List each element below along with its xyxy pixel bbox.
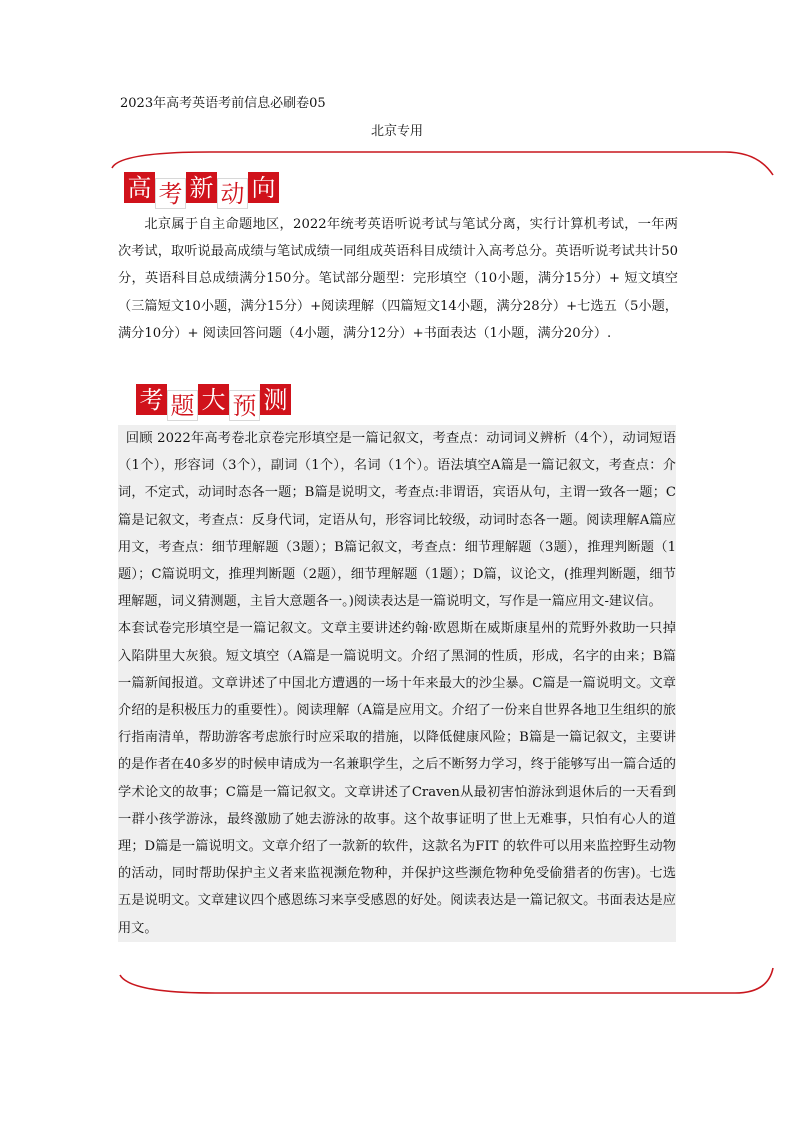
exam-trends-paragraph: 北京属于自主命题地区，2022年统考英语听说考试与笔试分离，实行计算机考试，一年两次考试，取听说最高成绩与笔试成绩一同组成英语科目成绩计入高考总分。英语听说考试共计50分，英语科目总成绩满分150分。笔试部分题型：完形填空（10小题，满分15分）+ 短文填空（三篇短文10小题，满分15分）+阅读理解（四篇短文14小题，满分28分）+七选五（5小题，满分10分）+ 阅读回答问题（4小题，满分12分）+书面表达（1小题，满分20分）. bbox=[118, 217, 678, 341]
document-title: 2023年高考英语考前信息必刷卷05 bbox=[120, 96, 326, 111]
forecast-block bbox=[118, 425, 676, 942]
header-char: 考 bbox=[155, 178, 186, 209]
header-char: 测 bbox=[260, 384, 291, 415]
section-header-forecast bbox=[136, 384, 291, 421]
review-paragraph: 回顾 2022年高考卷北京卷完形填空是一篇记叙文，考查点：动词词义辨析（4个），动词短语（1个），形容词（3个），副词（1个），名词（1个）。语法填空A篇是一篇记叙文，考查点：介词，不定式，动词时态各一题；B篇是说明文，考查点:非谓语，宾语从句，主谓一致各一题；C篇是记叙文，考查点：反身代词，定语从句，形容词比较级，动词时态各一题。阅读理解A篇应用文，考查点：细节理解题（3题）；B篇记叙文，考查点：细节理解题（3题），推理判断题（1题）；C篇说明文，推理判断题（2题），细节理解题（1题）；D篇，议论文，(推理判断题，细节理解题，词义猜测题，主旨大意题各一。)阅读表达是一篇说明文，写作是一篇应用文-建议信。 bbox=[118, 431, 676, 610]
header-char: 新 bbox=[186, 172, 217, 203]
document-subtitle: 北京专用 bbox=[370, 124, 423, 139]
header-char: 考 bbox=[136, 384, 167, 415]
paper-overview-paragraph: 本套试卷完形填空是一篇记叙文。文章主要讲述约翰·欧恩斯在威斯康星州的荒野外救助一只掉入陷阱里大灰狼。短文填空（A篇是一篇说明文。介绍了黑洞的性质，形成，名字的由来；B篇一篇新闻报道。文章讲述了中国北方遭遇的一场十年来最大的沙尘暴。C篇是一篇说明文。文章介绍的是积极压力的重要性）。阅读理解（A篇是应用文。介绍了一份来自世界各地卫生组织的旅行指南清单，帮助游客考虑旅行时应采取的措施，以降低健康风险；B篇是一篇记叙文，主要讲的是作者在40多岁的时候申请成为一名兼职学生，之后不断努力学习，终于能够写出一篇合适的学术论文的故事；C篇是一篇记叙文。文章讲述了Craven从最初害怕游泳到退休后的一天看到一群小孩学游泳，最终激励了她去游泳的故事。这个故事证明了世上无难事，只怕有心人的道理；D篇是一篇说明文。文章介绍了一款新的软件，这款名为FIT 的软件可以用来监控野生动物的活动，同时帮助保护主义者来监视濒危物种，并保护这些濒危物种免受偷猎者的伤害)。七选五是说明文。文章建议四个感恩练习来享受感恩的好处。阅读表达是一篇记叙文。书面表达是应用文。 bbox=[118, 621, 676, 936]
header-char: 向 bbox=[248, 172, 279, 203]
header-char: 大 bbox=[198, 384, 229, 415]
header-char: 题 bbox=[167, 390, 198, 421]
header-char: 预 bbox=[229, 390, 260, 421]
frame-bottom-curve bbox=[120, 968, 773, 993]
header-char: 动 bbox=[217, 178, 248, 209]
section-header-trends bbox=[124, 172, 279, 209]
header-char: 高 bbox=[124, 172, 155, 203]
